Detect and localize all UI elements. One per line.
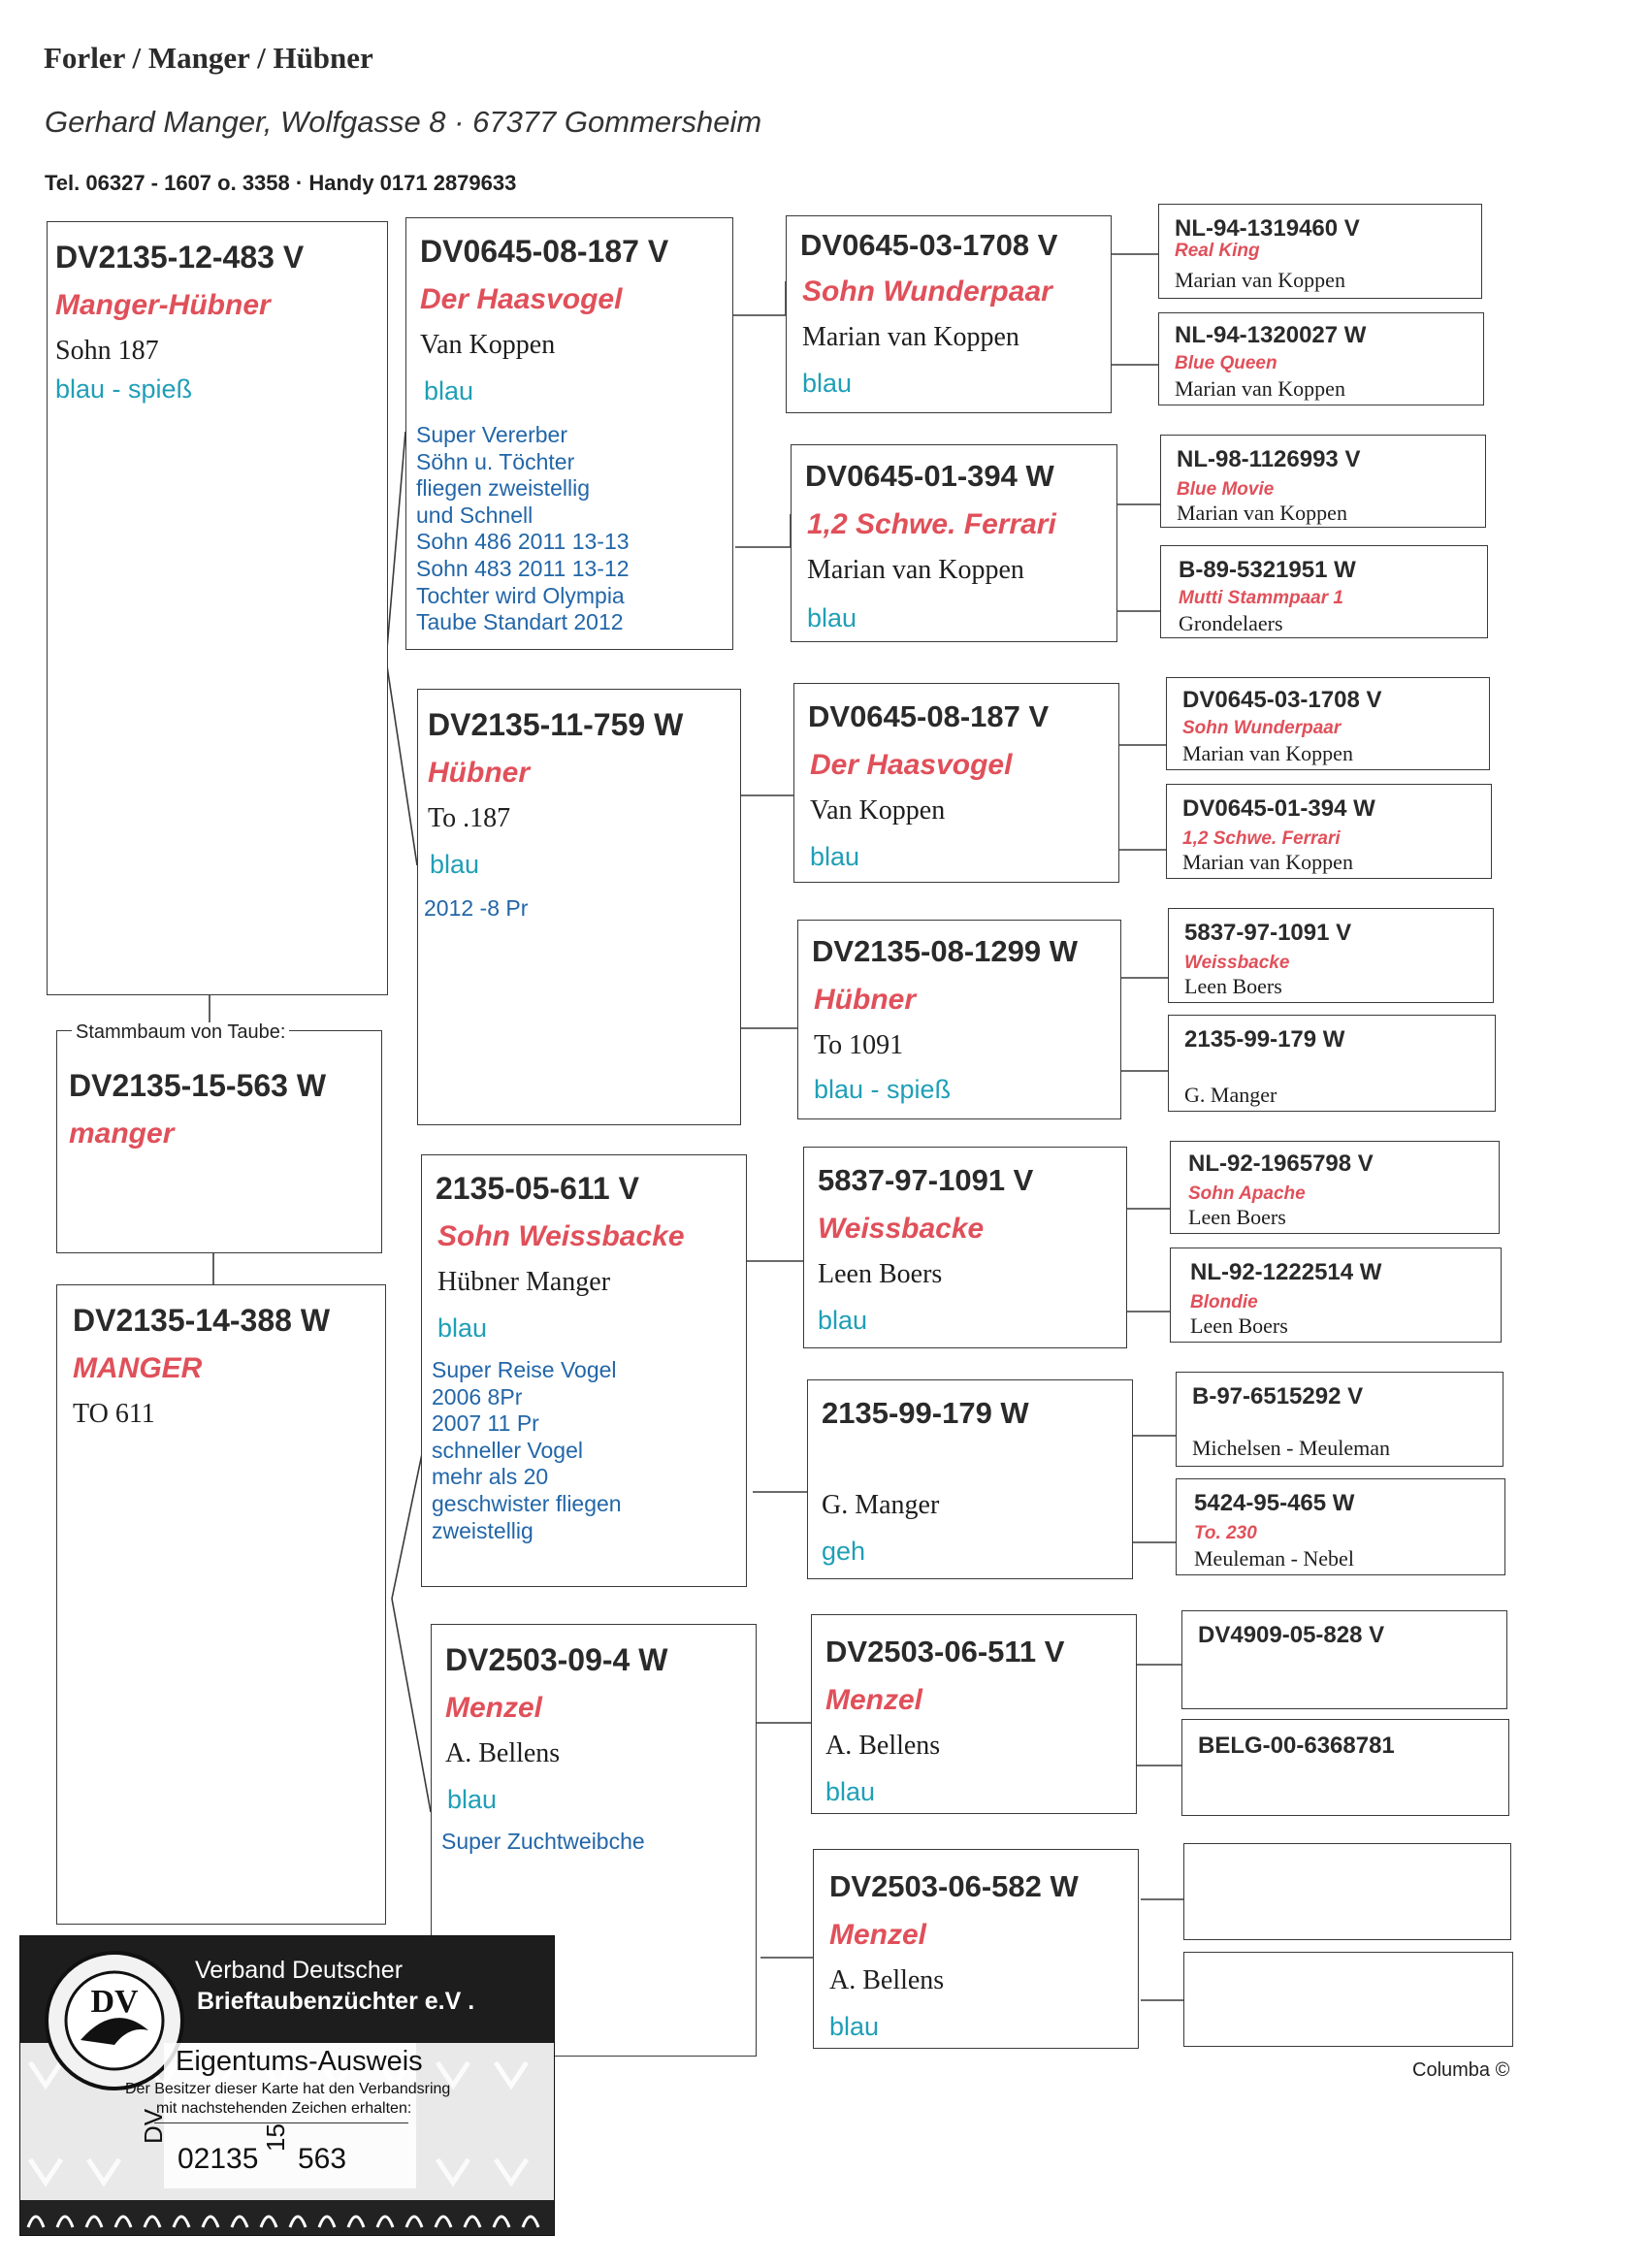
- note-line: Super Reise Vogel: [432, 1357, 617, 1382]
- gen4-name: 1,2 Schwe. Ferrari: [1182, 828, 1341, 849]
- gen4-box[interactable]: [1160, 435, 1486, 528]
- note-line: geschwister fliegen: [432, 1490, 622, 1516]
- note-line: Söhn u. Töchter: [416, 448, 575, 474]
- gen4-box[interactable]: [1166, 677, 1490, 770]
- gen4-ring-number: DV0645-03-1708 V: [1182, 687, 1382, 713]
- gen4-breeder: Meuleman - Nebel: [1194, 1546, 1354, 1571]
- gen4-name: Blue Queen: [1175, 353, 1277, 373]
- sire-color: blau - spieß: [55, 374, 193, 404]
- gen3-ring-number: DV0645-01-394 W: [805, 459, 1054, 493]
- gen3-color: blau: [807, 603, 857, 632]
- gen2-notes: [441, 1829, 645, 1856]
- gen2-ring-number: 2135-05-611 V: [436, 1171, 639, 1206]
- gen3-color: blau: [825, 1777, 876, 1806]
- gen3-name: Hübner: [814, 984, 916, 1016]
- gen3-ring-number: DV2135-08-1299 W: [812, 934, 1078, 968]
- gen3-breeder: Marian van Koppen: [802, 322, 1019, 352]
- gen4-breeder: Leen Boers: [1184, 974, 1282, 998]
- dam-name: MANGER: [73, 1352, 203, 1384]
- gen2-breeder: To .187: [428, 803, 511, 833]
- subject-ring-number: DV2135-15-563 W: [69, 1068, 327, 1103]
- gen4-name: Weissbacke: [1184, 953, 1290, 973]
- gen2-notes: [424, 895, 528, 923]
- note-line: mehr als 20: [432, 1464, 549, 1490]
- note-line: 2012 -8 Pr: [424, 895, 529, 921]
- gen4-ring-number: DV0645-01-394 W: [1182, 795, 1375, 822]
- gen4-breeder: Marian van Koppen: [1175, 376, 1345, 401]
- note-line: zweistellig: [432, 1517, 534, 1543]
- gen3-ring-number: 5837-97-1091 V: [818, 1163, 1034, 1197]
- dv-logo-letters: DV: [90, 1984, 139, 2020]
- gen2-ring-number: DV0645-08-187 V: [420, 234, 669, 269]
- gen3-name: Weissbacke: [818, 1213, 985, 1245]
- gen3-color: blau: [818, 1306, 868, 1335]
- gen3-name: Menzel: [829, 1919, 927, 1951]
- gen2-name: Der Haasvogel: [420, 283, 623, 315]
- gen3-breeder: To 1091: [814, 1030, 904, 1060]
- gen4-box-empty[interactable]: [1183, 1952, 1513, 2047]
- gen4-ring-number: NL-94-1320027 W: [1175, 322, 1367, 348]
- gen4-box-empty[interactable]: [1183, 1843, 1511, 1940]
- note-line: 2007 11 Pr: [432, 1410, 539, 1437]
- gen4-box[interactable]: [1158, 312, 1484, 405]
- gen3-box[interactable]: [791, 444, 1117, 642]
- gen3-breeder: A. Bellens: [825, 1731, 941, 1761]
- pedigree-header-title: Forler / Manger / Hübner: [44, 41, 373, 75]
- card-ring-number: 563: [298, 2143, 347, 2175]
- gen4-box[interactable]: [1166, 784, 1492, 879]
- pedigree-sire-box[interactable]: [47, 221, 388, 995]
- gen3-box[interactable]: [811, 1614, 1137, 1814]
- sire-info: Sohn 187: [55, 336, 159, 366]
- copyright-footer: Columba ©: [1412, 2059, 1510, 2081]
- gen3-breeder: G. Manger: [822, 1490, 940, 1520]
- gen4-name: Real King: [1175, 241, 1260, 261]
- gen2-color: blau: [430, 850, 480, 879]
- gen4-name: To. 230: [1194, 1523, 1257, 1543]
- gen2-notes: [416, 422, 630, 636]
- gen2-ring-number: DV2503-09-4 W: [445, 1642, 668, 1677]
- gen4-name: Sohn Wunderpaar: [1182, 718, 1342, 738]
- gen2-color: blau: [424, 376, 474, 405]
- gen4-box[interactable]: [1168, 908, 1494, 1003]
- gen4-breeder: Leen Boers: [1190, 1313, 1288, 1338]
- gen2-box[interactable]: [421, 1154, 747, 1587]
- gen4-box[interactable]: [1168, 1015, 1496, 1112]
- gen3-name: Der Haasvogel: [810, 749, 1013, 781]
- gen4-name: Sohn Apache: [1188, 1183, 1306, 1204]
- gen4-box[interactable]: [1170, 1247, 1502, 1343]
- subject-name: manger: [69, 1118, 175, 1150]
- gen3-ring-number: DV2503-06-582 W: [829, 1869, 1079, 1903]
- gen3-box[interactable]: [803, 1147, 1127, 1348]
- gen3-breeder: A. Bellens: [829, 1965, 945, 1995]
- ownership-card: [19, 1935, 555, 2236]
- note-line: 2006 8Pr: [432, 1383, 523, 1409]
- gen4-box[interactable]: [1181, 1610, 1507, 1709]
- gen3-box[interactable]: [813, 1849, 1139, 2049]
- gen2-breeder: A. Bellens: [445, 1738, 561, 1768]
- gen4-breeder: Marian van Koppen: [1177, 501, 1347, 525]
- card-org-line2: Brieftaubenzüchter e.V .: [197, 1988, 475, 2015]
- gen3-ring-number: DV0645-03-1708 V: [800, 228, 1058, 262]
- gen4-breeder: Grondelaers: [1179, 611, 1283, 635]
- gen4-ring-number: NL-92-1965798 V: [1188, 1150, 1374, 1177]
- note-line: und Schnell: [416, 502, 534, 528]
- gen4-name: Mutti Stammpaar 1: [1179, 588, 1343, 608]
- note-line: Sohn 483 2011 13-12: [416, 555, 630, 581]
- card-text-line2: mit nachstehenden Zeichen erhalten:: [156, 2100, 412, 2117]
- gen3-ring-number: 2135-99-179 W: [822, 1396, 1029, 1430]
- gen4-breeder: Marian van Koppen: [1182, 850, 1353, 874]
- gen4-breeder: Michelsen - Meuleman: [1192, 1436, 1391, 1460]
- note-line: Super Vererber: [416, 422, 567, 447]
- gen3-box[interactable]: [797, 920, 1121, 1119]
- gen3-ring-number: DV0645-08-187 V: [808, 699, 1050, 733]
- gen4-ring-number: B-89-5321951 W: [1179, 557, 1356, 583]
- gen3-name: 1,2 Schwe. Ferrari: [807, 508, 1056, 540]
- gen2-box[interactable]: [405, 217, 733, 650]
- gen2-name: Hübner: [428, 757, 530, 789]
- gen2-color: blau: [447, 1785, 498, 1814]
- note-line: Super Zuchtweibche: [441, 1829, 645, 1854]
- card-ring-year: 15: [261, 2123, 290, 2152]
- gen3-color: blau: [810, 842, 860, 871]
- gen3-name: Menzel: [825, 1684, 923, 1716]
- gen4-ring-number: NL-98-1126993 V: [1177, 446, 1361, 472]
- gen4-ring-number: 5424-95-465 W: [1194, 1490, 1355, 1516]
- gen4-name: Blue Movie: [1177, 479, 1275, 500]
- gen4-box[interactable]: [1176, 1372, 1504, 1467]
- breeder-phone: Tel. 06327 - 1607 o. 3358 · Handy 0171 2879633: [45, 171, 517, 195]
- gen3-color: blau: [829, 2012, 880, 2041]
- gen4-breeder: G. Manger: [1184, 1083, 1277, 1107]
- gen4-name: Blondie: [1190, 1292, 1258, 1312]
- card-ring-prefix: DV: [139, 2108, 168, 2144]
- note-line: Tochter wird Olympia: [416, 582, 625, 608]
- subject-caption: Stammbaum von Taube:: [72, 1022, 289, 1043]
- gen2-notes: [432, 1357, 622, 1544]
- gen3-ring-number: DV2503-06-511 V: [825, 1635, 1065, 1669]
- gen4-ring-number: DV4909-05-828 V: [1198, 1622, 1385, 1648]
- breeder-address: Gerhard Manger, Wolfgasse 8 · 67377 Gommersheim: [45, 105, 762, 139]
- gen4-ring-number: NL-94-1319460 V: [1175, 215, 1360, 242]
- dam-info: TO 611: [73, 1399, 155, 1429]
- gen4-breeder: Marian van Koppen: [1175, 268, 1345, 292]
- gen4-breeder: Marian van Koppen: [1182, 741, 1353, 765]
- gen4-box[interactable]: [1160, 545, 1488, 638]
- sire-ring-number: DV2135-12-483 V: [55, 240, 305, 275]
- card-org-line1: Verband Deutscher: [195, 1957, 404, 1984]
- gen3-breeder: Leen Boers: [818, 1259, 943, 1289]
- gen2-breeder: Hübner Manger: [437, 1267, 611, 1297]
- gen4-box[interactable]: [1158, 204, 1482, 299]
- gen4-box[interactable]: [1181, 1719, 1509, 1816]
- gen4-breeder: Leen Boers: [1188, 1205, 1286, 1229]
- gen3-breeder: Marian van Koppen: [807, 555, 1024, 585]
- gen3-box[interactable]: [793, 683, 1119, 883]
- gen2-ring-number: DV2135-11-759 W: [428, 707, 684, 742]
- note-line: schneller Vogel: [432, 1437, 583, 1463]
- gen4-ring-number: B-97-6515292 V: [1192, 1383, 1364, 1409]
- card-text-line1: Der Besitzer dieser Karte hat den Verbandsring: [125, 2081, 451, 2097]
- dam-ring-number: DV2135-14-388 W: [73, 1303, 331, 1338]
- gen3-box[interactable]: [807, 1379, 1133, 1579]
- gen4-ring-number: BELG-00-6368781: [1198, 1733, 1395, 1759]
- card-ring-club: 02135: [178, 2143, 259, 2175]
- gen2-name: Sohn Weissbacke: [437, 1220, 685, 1252]
- gen4-box[interactable]: [1170, 1141, 1500, 1234]
- gen4-ring-number: 5837-97-1091 V: [1184, 920, 1352, 946]
- gen4-ring-number: 2135-99-179 W: [1184, 1026, 1345, 1053]
- note-line: fliegen zweistellig: [416, 475, 590, 502]
- gen3-box[interactable]: [786, 215, 1112, 413]
- gen2-box[interactable]: [417, 689, 741, 1125]
- gen3-color: blau - spieß: [814, 1075, 952, 1104]
- gen3-color: geh: [822, 1537, 866, 1566]
- note-line: Taube Standart 2012: [416, 609, 624, 635]
- gen3-breeder: Van Koppen: [810, 795, 946, 826]
- pedigree-dam-box[interactable]: [56, 1284, 386, 1925]
- gen2-color: blau: [437, 1313, 488, 1343]
- gen4-box[interactable]: [1176, 1478, 1505, 1575]
- gen2-name: Menzel: [445, 1692, 543, 1724]
- gen3-color: blau: [802, 369, 853, 398]
- gen2-breeder: Van Koppen: [420, 330, 556, 360]
- card-title: Eigentums-Ausweis: [176, 2046, 423, 2077]
- note-line: Sohn 486 2011 13-13: [416, 529, 630, 555]
- sire-name: Manger-Hübner: [55, 289, 271, 321]
- subject-pigeon-box[interactable]: [56, 1030, 382, 1253]
- gen4-ring-number: NL-92-1222514 W: [1190, 1259, 1382, 1285]
- gen3-name: Sohn Wunderpaar: [802, 275, 1052, 308]
